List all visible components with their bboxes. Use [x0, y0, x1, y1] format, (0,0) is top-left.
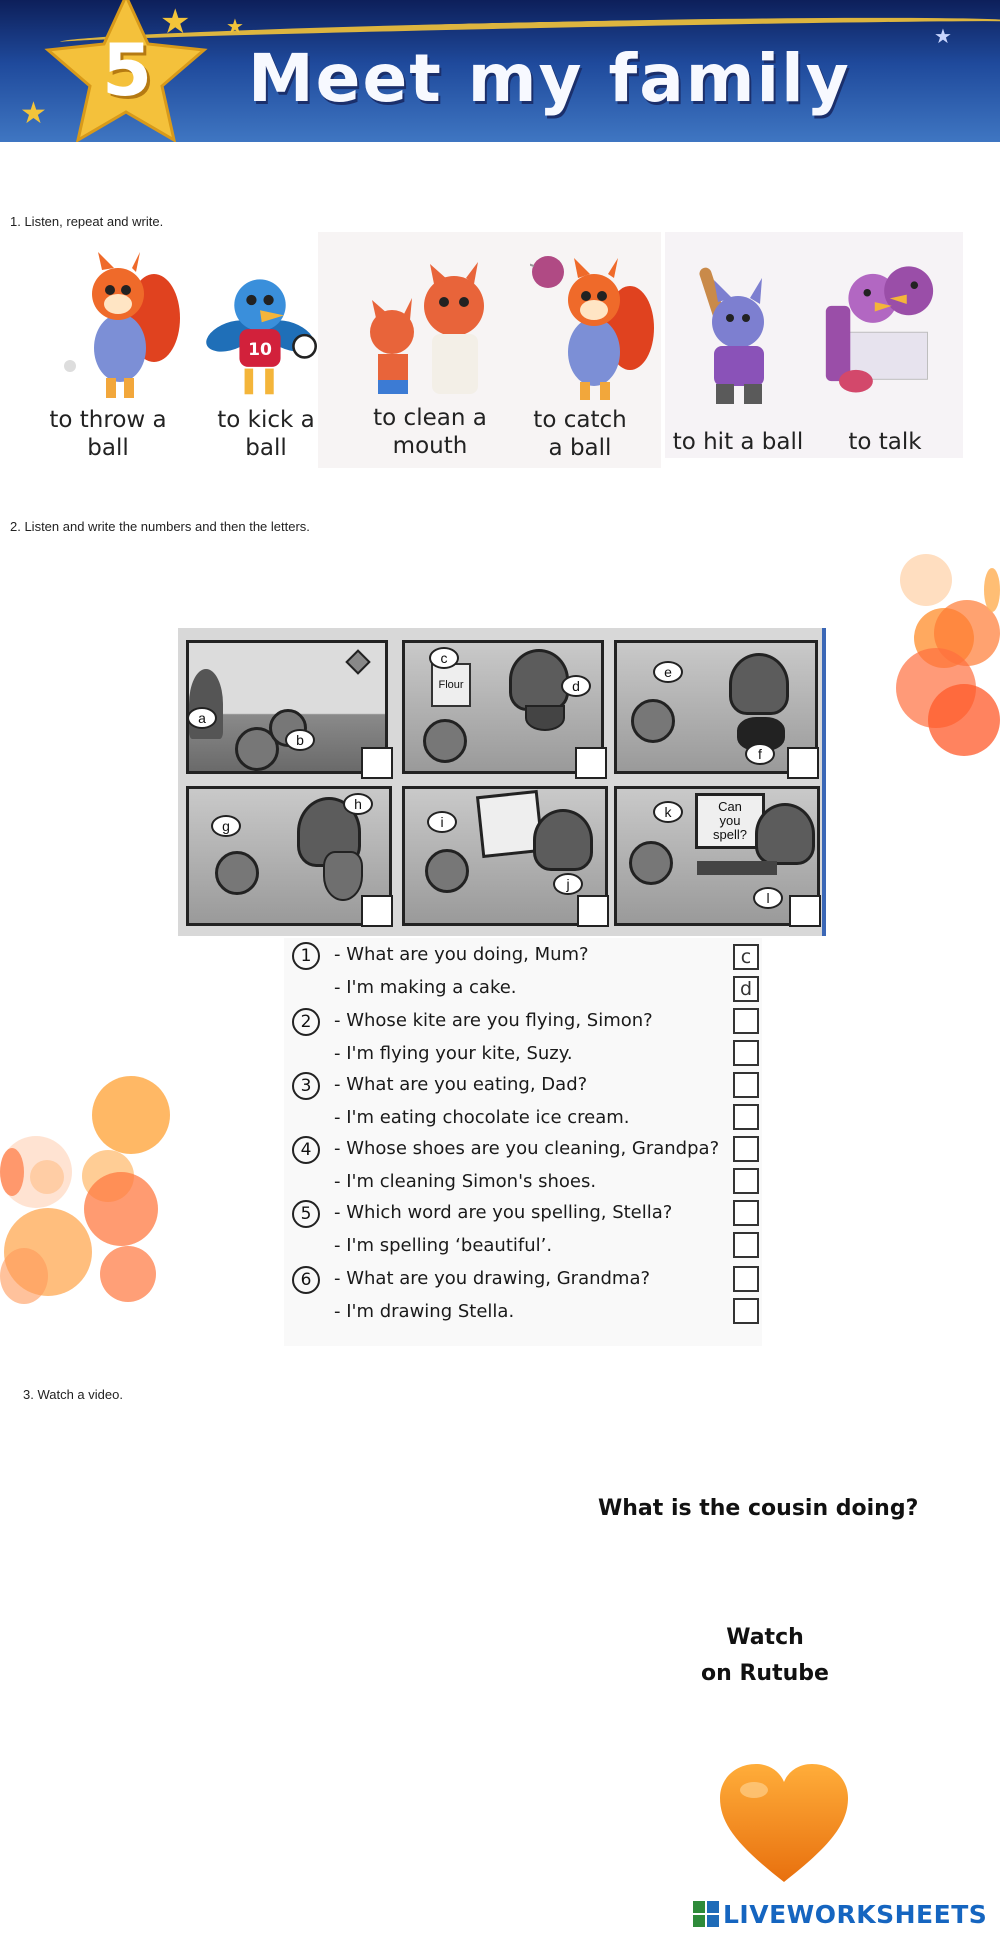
dialogue-answer-box[interactable] — [733, 1136, 759, 1162]
exercise-1-instruction: 1. Listen, repeat and write. — [10, 214, 164, 229]
dialogue-answer-box[interactable] — [733, 1298, 759, 1324]
watch-on-rutube-link[interactable]: Watch on Rutube — [701, 1625, 829, 1686]
dialogue-answer: - I'm eating chocolate ice cream. — [334, 1107, 630, 1128]
dialogue-answer: - I'm spelling ‘beautiful’. — [334, 1235, 553, 1256]
star-icon: ★ — [934, 24, 952, 48]
panel-letter: k — [653, 801, 683, 823]
panel-letter: h — [343, 793, 373, 815]
dialogue-number: 4 — [292, 1136, 320, 1164]
panel-letter: i — [427, 811, 457, 833]
squirrel-throwing-icon — [62, 248, 182, 408]
dialogue-answer: - I'm drawing Stella. — [334, 1301, 515, 1322]
brand-name: LIVEWORKSHEETS — [723, 1899, 988, 1929]
unit-title: Meet my family — [248, 40, 851, 117]
action-label: to clean a mouth — [373, 405, 487, 459]
panel-letter: b — [285, 729, 315, 751]
dialogue-question: - What are you eating, Dad? — [334, 1074, 588, 1095]
dialogue-answer-box[interactable] — [733, 1266, 759, 1292]
exercise-2-instruction: 2. Listen and write the numbers and then the letters. — [10, 519, 310, 534]
bokeh-dot — [928, 684, 1000, 756]
comic-panel — [186, 786, 392, 926]
dialogue-answer: - I'm flying your kite, Suzy. — [334, 1043, 573, 1064]
panel-answer-box[interactable] — [789, 895, 821, 927]
comic-panel — [614, 786, 820, 926]
dialogue-answer-box[interactable]: c — [733, 944, 759, 970]
comic-panel — [186, 640, 388, 774]
dialogue-list — [284, 938, 762, 1346]
bokeh-dot — [100, 1246, 156, 1302]
dialogue-number: 2 — [292, 1008, 320, 1036]
dialogue-answer-box[interactable] — [733, 1040, 759, 1066]
liveworksheets-logo — [693, 1896, 987, 1932]
action-label: to kick a ball — [217, 407, 315, 461]
bokeh-dot — [92, 1076, 170, 1154]
jersey-number: 10 — [248, 339, 272, 360]
panel-answer-box[interactable] — [787, 747, 819, 779]
dialogue-answer-box[interactable] — [733, 1232, 759, 1258]
bokeh-dot — [900, 554, 952, 606]
dialogue-question: - What are you doing, Mum? — [334, 944, 589, 965]
comic-panel — [402, 640, 604, 774]
panel-letter: c — [429, 647, 459, 669]
orange-heart-icon — [718, 1762, 850, 1886]
flour-sign: Flour — [431, 663, 471, 707]
panel-letter: d — [561, 675, 591, 697]
exercise-3-instruction: 3. Watch a video. — [23, 1387, 123, 1402]
panel-letter: l — [753, 887, 783, 909]
squirrel-catching-icon — [530, 248, 660, 408]
bokeh-dot — [984, 568, 1000, 612]
bokeh-dot — [30, 1160, 64, 1194]
liveworksheets-logo-icon — [693, 1901, 719, 1927]
bokeh-dot — [0, 1148, 24, 1196]
dialogue-answer-box[interactable]: d — [733, 976, 759, 1002]
dialogue-question: - What are you drawing, Grandma? — [334, 1268, 651, 1289]
dialogue-number: 5 — [292, 1200, 320, 1228]
panel-answer-box[interactable] — [577, 895, 609, 927]
birds-talking-icon — [814, 240, 960, 400]
panel-letter: f — [745, 743, 775, 765]
panel-letter: g — [211, 815, 241, 837]
video-question: What is the cousin doing? — [598, 1496, 919, 1521]
dialogue-question: - Whose shoes are you cleaning, Grandpa? — [334, 1138, 720, 1159]
bird-kicking-ball-icon — [200, 256, 320, 416]
panel-letter: j — [553, 873, 583, 895]
panel-answer-box[interactable] — [361, 895, 393, 927]
star-icon: ★ — [20, 96, 47, 131]
panel-letter: a — [187, 707, 217, 729]
panel-answer-box[interactable] — [575, 747, 607, 779]
dialogue-number: 6 — [292, 1266, 320, 1294]
comic-strip — [178, 628, 826, 936]
bokeh-dot — [0, 1248, 48, 1304]
action-label: to talk — [848, 429, 922, 455]
comic-panel — [402, 786, 608, 926]
action-label: to hit a ball — [672, 429, 804, 455]
dialogue-answer: - I'm cleaning Simon's shoes. — [334, 1171, 597, 1192]
dialogue-answer-box[interactable] — [733, 1104, 759, 1130]
bokeh-dot — [84, 1172, 158, 1246]
unit-number: 5 — [101, 28, 153, 112]
action-label: to throw a ball — [49, 407, 167, 461]
computer-screen: Can you spell? — [695, 793, 765, 849]
panel-letter: e — [653, 661, 683, 683]
dialogue-answer-box[interactable] — [733, 1072, 759, 1098]
dialogue-answer-box[interactable] — [733, 1008, 759, 1034]
dialogue-number: 3 — [292, 1072, 320, 1100]
star-icon: ★ — [226, 14, 244, 38]
star-icon: ★ — [160, 2, 191, 42]
foxes-cleaning-icon — [352, 262, 502, 422]
dialogue-question: - Whose kite are you flying, Simon? — [334, 1010, 653, 1031]
action-label: to catch a ball — [533, 407, 627, 461]
dialogue-answer-box[interactable] — [733, 1200, 759, 1226]
dialogue-number: 1 — [292, 942, 320, 970]
wolf-batting-icon — [666, 262, 788, 422]
dialogue-answer: - I'm making a cake. — [334, 977, 517, 998]
dialogue-question: - Which word are you spelling, Stella? — [334, 1202, 673, 1223]
comic-panel — [614, 640, 818, 774]
panel-answer-box[interactable] — [361, 747, 393, 779]
unit-banner — [0, 0, 1000, 142]
dialogue-answer-box[interactable] — [733, 1168, 759, 1194]
